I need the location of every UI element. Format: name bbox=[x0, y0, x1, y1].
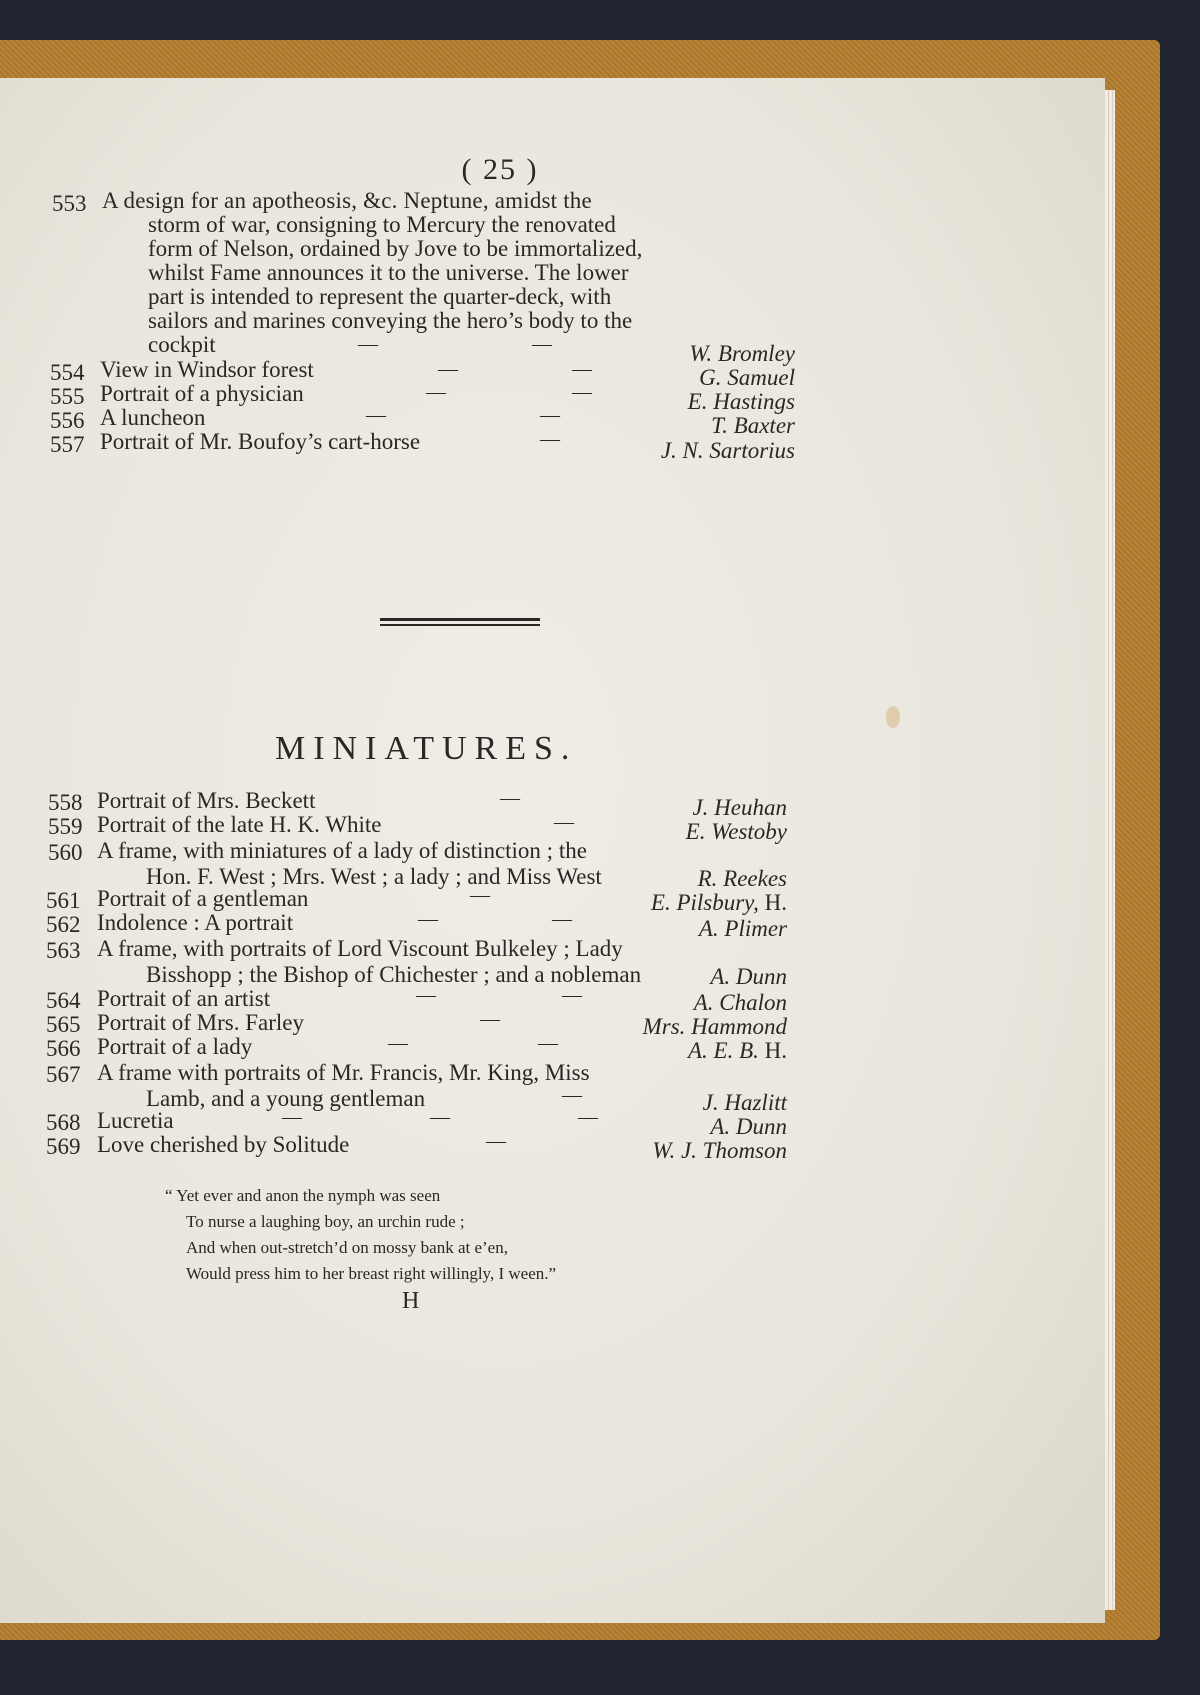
dash-separator: — bbox=[552, 908, 572, 930]
section-divider bbox=[380, 624, 540, 626]
dash-separator: — bbox=[538, 1032, 558, 1054]
entry-title: Portrait of Mr. Boufoy’s cart-horse bbox=[100, 429, 421, 454]
entry-title: part is intended to represent the quarter-deck, with bbox=[148, 284, 612, 309]
entry-title: Lucretia bbox=[97, 1108, 174, 1133]
artist-name-text: A. E. B. bbox=[687, 1038, 759, 1063]
entry-number: 565 bbox=[46, 1012, 81, 1037]
dash-separator: — bbox=[282, 1106, 302, 1128]
entry-title: Indolence : A portrait bbox=[97, 910, 294, 935]
entry-number: 564 bbox=[46, 988, 81, 1013]
entry-title: A design for an apotheosis, &c. Neptune, amidst the bbox=[102, 188, 592, 213]
dash-separator: — bbox=[418, 908, 438, 930]
dash-separator: — bbox=[388, 1032, 408, 1054]
entry-title: form of Nelson, ordained by Jove to be immortalized, bbox=[148, 236, 643, 261]
artist-name: W. J. Thomson bbox=[652, 1138, 787, 1163]
dash-separator: — bbox=[540, 404, 560, 426]
poem-line: “ Yet ever and anon the nymph was seen bbox=[165, 1186, 441, 1205]
artist-name bbox=[688, 1038, 787, 1064]
entry-title: Portrait of a lady bbox=[97, 1034, 253, 1059]
dash-separator: — bbox=[470, 884, 490, 906]
artist-name: E. Hastings bbox=[687, 389, 795, 414]
entry-title: Portrait of a gentleman bbox=[97, 886, 309, 911]
entry-number: 566 bbox=[46, 1036, 81, 1061]
entry-number: 556 bbox=[50, 408, 85, 433]
entry-number: 569 bbox=[46, 1134, 81, 1159]
entry-title: Portrait of the late H. K. White bbox=[97, 812, 382, 837]
dash-separator: — bbox=[438, 358, 458, 380]
artist-name: W. Bromley bbox=[689, 341, 795, 366]
entry-title: sailors and marines conveying the hero’s body to the bbox=[148, 308, 633, 333]
artist-name: E. Westoby bbox=[685, 819, 787, 844]
entry-number: 558 bbox=[48, 790, 83, 815]
entry-number: 567 bbox=[46, 1062, 81, 1087]
entry-number: 557 bbox=[50, 432, 85, 457]
entry-title: cockpit bbox=[148, 332, 216, 357]
entry-number: 555 bbox=[50, 384, 85, 409]
artist-name: J. Heuhan bbox=[692, 795, 787, 820]
artist-name: G. Samuel bbox=[699, 365, 795, 390]
artist-name: Mrs. Hammond bbox=[642, 1014, 787, 1039]
artist-name: J. N. Sartorius bbox=[660, 438, 795, 463]
artist-name: T. Baxter bbox=[711, 413, 795, 438]
entry-title: A luncheon bbox=[100, 405, 206, 430]
dash-separator: — bbox=[480, 1008, 500, 1030]
entry-title: Portrait of a physician bbox=[100, 381, 304, 406]
entry-title: A frame, with miniatures of a lady of distinction ; the bbox=[97, 838, 587, 863]
artist-name: R. Reekes bbox=[697, 866, 787, 891]
dash-separator: — bbox=[572, 381, 592, 403]
dash-separator: — bbox=[578, 1106, 598, 1128]
entry-number: 560 bbox=[48, 840, 83, 865]
dash-separator: — bbox=[430, 1106, 450, 1128]
entry-number: 562 bbox=[46, 912, 81, 937]
entry-title: Portrait of Mrs. Beckett bbox=[97, 788, 316, 813]
artist-suffix: H. bbox=[764, 890, 787, 915]
entry-title: whilst Fame announces it to the universe. The lower bbox=[148, 260, 629, 285]
entry-title: A frame, with portraits of Lord Viscount Bulkeley ; Lady bbox=[97, 936, 623, 961]
artist-name: A. Dunn bbox=[710, 964, 787, 989]
dash-separator: — bbox=[426, 381, 446, 403]
dash-separator: — bbox=[500, 787, 520, 809]
entry-title: A frame with portraits of Mr. Francis, Mr. King, Miss bbox=[97, 1060, 590, 1085]
dash-separator: — bbox=[554, 811, 574, 833]
poem-line: Would press him to her breast right willingly, I ween.” bbox=[186, 1264, 557, 1283]
artist-name-text: E. Pilsbury, bbox=[650, 890, 759, 915]
dash-separator: — bbox=[562, 984, 582, 1006]
artist-name: A. Dunn bbox=[710, 1114, 787, 1139]
artist-name bbox=[651, 890, 787, 916]
catalogue-page bbox=[0, 78, 1105, 1623]
dash-separator: — bbox=[572, 358, 592, 380]
artist-name: A. Plimer bbox=[698, 916, 787, 941]
page-number: ( 25 ) bbox=[461, 153, 539, 186]
section-divider bbox=[380, 618, 540, 621]
entry-title: Bisshopp ; the Bishop of Chichester ; and a nobleman bbox=[146, 962, 642, 987]
entry-title: Lamb, and a young gentleman bbox=[146, 1086, 426, 1111]
section-title: MINIATURES. bbox=[275, 730, 578, 767]
dash-separator: — bbox=[562, 1084, 582, 1106]
entry-number: 559 bbox=[48, 814, 83, 839]
entry-title: Love cherished by Solitude bbox=[97, 1132, 350, 1157]
entry-number: 563 bbox=[46, 938, 81, 963]
poem-line: To nurse a laughing boy, an urchin rude ; bbox=[186, 1212, 465, 1231]
entry-number: 554 bbox=[50, 360, 85, 385]
artist-name: J. Hazlitt bbox=[702, 1090, 787, 1115]
artist-name: A. Chalon bbox=[693, 990, 787, 1015]
paper-stain bbox=[886, 706, 900, 728]
entry-number: 553 bbox=[52, 191, 87, 216]
dash-separator: — bbox=[486, 1130, 506, 1152]
signature-mark: H bbox=[402, 1288, 420, 1314]
entry-title: Hon. F. West ; Mrs. West ; a lady ; and Miss West bbox=[146, 864, 602, 889]
dash-separator: — bbox=[366, 404, 386, 426]
entry-number: 568 bbox=[46, 1110, 81, 1135]
entry-title: storm of war, consigning to Mercury the renovated bbox=[148, 212, 616, 237]
poem-line: And when out-stretch’d on mossy bank at e’en, bbox=[186, 1238, 508, 1257]
dash-separator: — bbox=[416, 984, 436, 1006]
dash-separator: — bbox=[358, 333, 378, 355]
entry-title: Portrait of Mrs. Farley bbox=[97, 1010, 304, 1035]
dash-separator: — bbox=[540, 428, 560, 450]
entry-title: Portrait of an artist bbox=[97, 986, 271, 1011]
entry-number: 561 bbox=[46, 888, 81, 913]
dash-separator: — bbox=[532, 333, 552, 355]
entry-title: View in Windsor forest bbox=[100, 357, 314, 382]
artist-suffix: H. bbox=[764, 1038, 787, 1063]
